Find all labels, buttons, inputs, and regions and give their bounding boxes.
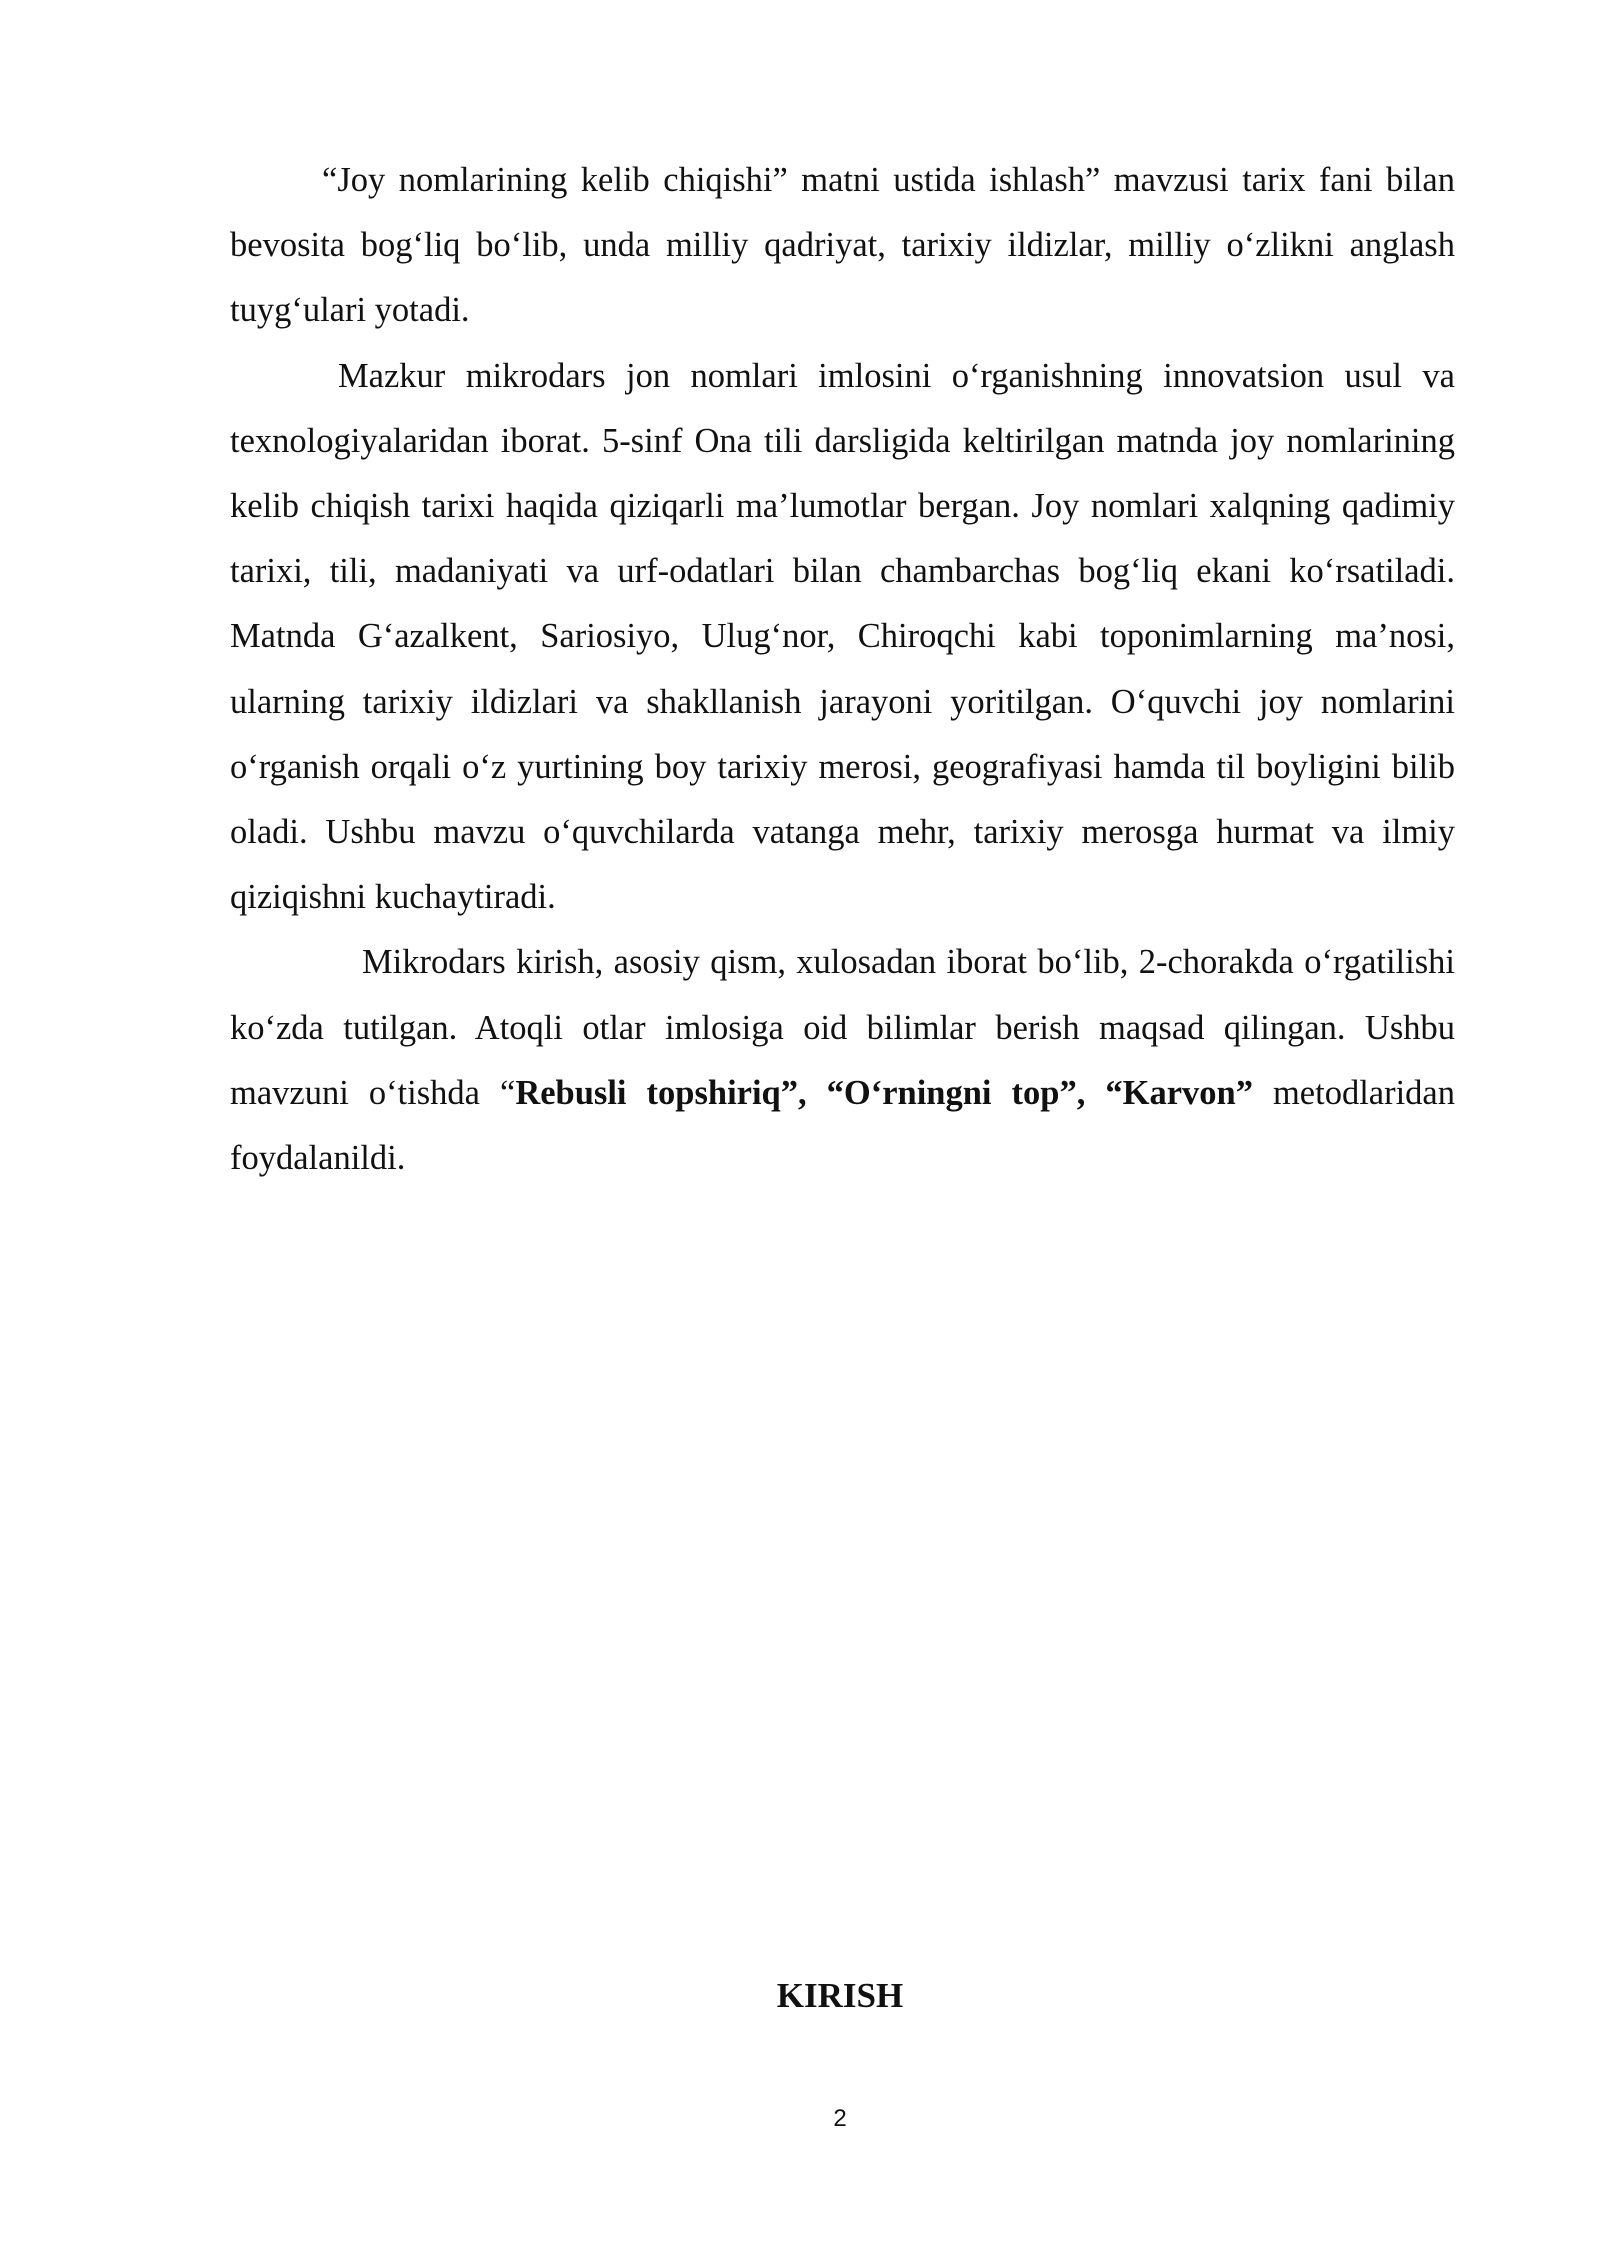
section-heading: KIRISH [776, 1976, 904, 2015]
page-number: 2 [833, 2105, 847, 2132]
paragraph-methods [230, 930, 1455, 1191]
paragraph-methods-text: Mikrodars kirish, asosiy qism, xulosadan iborat bo‘lib, 2-chorakda o‘rgatilishi ko‘zda tutilgan. Atoqli otlar imlosiga oid bilimlar berish maqsad qilingan. Ushbu mavzuni o‘tishda “ [230, 943, 1455, 1112]
paragraph-description: Mazkur mikrodars jon nomlari imlosini o‘rganishning innovatsion usul va texnologiyalaridan iborat. 5-sinf Ona tili darsligida keltirilgan matnda joy nomlarining kelib chiqish tarixi haqida qiziqarli ma’lumotlar bergan. Joy nomlari xalqning qadimiy tarixi, tili, madaniyati va urf-odatlari bilan chambarchas bog‘liq ekani ko‘rsatiladi. Matnda G‘azalkent, Sariosiyo, Ulug‘nor, Chiroqchi kabi toponimlarning ma’nosi, ularning tarixiy ildizlari va shakllanish jarayoni yoritilgan. O‘quvchi joy nomlarini o‘rganish orqali o‘z yurtining boy tarixiy merosi, geografiyasi hamda til boyligini bilib oladi. Ushbu mavzu o‘quvchilarda vatanga mehr, tarixiy merosga hurmat va ilmiy qiziqishni kuchaytiradi. [230, 356, 1455, 917]
paragraph-intro: “Joy nomlarining kelib chiqishi” matni ustida ishlash” mavzusi tarix fani bilan bevosita bog‘liq bo‘lib, unda milliy qadriyat, tarixiy ildizlar, milliy o‘zlikni anglash tuyg‘ulari yotadi. [230, 161, 1455, 330]
method-names: Rebusli topshiriq”, “O‘rningni top”, “Karvon” [515, 1073, 1253, 1112]
document-body [230, 148, 1455, 1191]
paragraph-methods-ending: metodlaridan foydalanildi. [230, 1073, 1455, 1178]
